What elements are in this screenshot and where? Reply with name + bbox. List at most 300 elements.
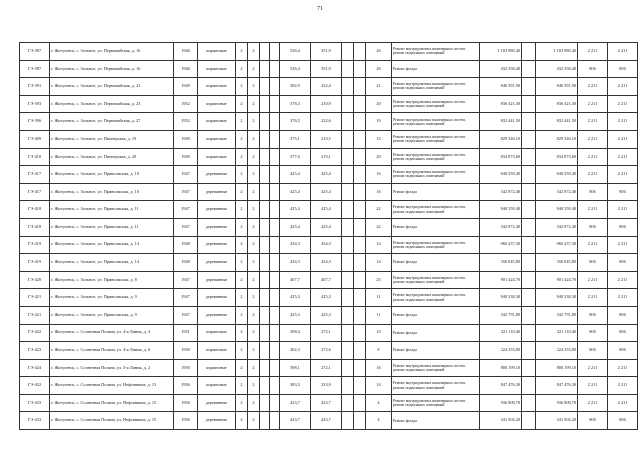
house-code-cell: ГЭ-409: [20, 130, 50, 148]
living-area-cell: 423,7: [311, 394, 342, 412]
residents-cell: 15: [366, 130, 392, 148]
total-cost-cell: 940 559,40: [480, 166, 522, 184]
unit-cost-limit-cell: 806: [608, 324, 638, 342]
entrances-cell: 2: [248, 289, 260, 307]
unit-cost-limit-cell: 2 211: [608, 130, 638, 148]
floors-cell: 2: [236, 78, 248, 96]
living-area-cell: 425,4: [311, 166, 342, 184]
regional-fund-cell: 342 872,40: [536, 218, 578, 236]
col-11-cell: [342, 78, 354, 96]
entrances-cell: 2: [248, 43, 260, 61]
total-area-cell: 425,4: [280, 183, 311, 201]
total-area-cell: 378,3: [280, 95, 311, 113]
col-12-cell: [354, 254, 366, 272]
floors-cell: 2: [236, 306, 248, 324]
work-type-cell: Ремонт фасада: [392, 183, 480, 201]
col-8-cell: [270, 394, 280, 412]
work-type-cell: Ремонт внутридомовых инженерных систем, ремонт подвальных помещений: [392, 359, 480, 377]
house-code-cell: ГЭ-433: [20, 394, 50, 412]
year-built-cell: 1947: [174, 166, 198, 184]
floors-cell: 2: [236, 394, 248, 412]
col-16-cell: [522, 412, 536, 430]
address-cell: г. Жигулевск, с. Зольное, ул. Приволжская, д. 11: [50, 218, 174, 236]
year-built-cell: 1948: [174, 254, 198, 272]
work-type-cell: Ремонт внутридомовых инженерных систем, ремонт подвальных помещений: [392, 236, 480, 254]
col-11-cell: [342, 113, 354, 131]
col-12-cell: [354, 236, 366, 254]
residents-cell: 19: [366, 113, 392, 131]
total-area-cell: 402,3: [280, 342, 311, 360]
unit-cost-max-cell: 806: [578, 218, 608, 236]
col-12-cell: [354, 60, 366, 78]
unit-cost-limit-cell: 2 211: [608, 359, 638, 377]
col-16-cell: [522, 377, 536, 395]
unit-cost-limit-cell: 2 211: [608, 113, 638, 131]
work-type-cell: Ремонт внутридомовых инженерных систем, ремонт подвальных помещений: [392, 130, 480, 148]
col-7-cell: [260, 412, 270, 430]
unit-cost-max-cell: 2 211: [578, 43, 608, 61]
work-type-cell: Ремонт внутридомовых инженерных систем, ремонт подвальных помещений: [392, 43, 480, 61]
residents-cell: 22: [366, 218, 392, 236]
col-7-cell: [260, 289, 270, 307]
col-12-cell: [354, 166, 366, 184]
address-cell: г. Жигулевск, с. Зольное, ул. Приволжская, д. 11: [50, 201, 174, 219]
col-11-cell: [342, 148, 354, 166]
total-cost-cell: 832 441,50: [480, 113, 522, 131]
residents-cell: 25: [366, 271, 392, 289]
year-built-cell: 1950: [174, 342, 198, 360]
residents-cell: 26: [366, 43, 392, 61]
unit-cost-limit-cell: 2 211: [608, 271, 638, 289]
total-cost-cell: 342 872,40: [480, 183, 522, 201]
unit-cost-limit-cell: 806: [608, 183, 638, 201]
total-area-cell: 425,4: [280, 201, 311, 219]
work-type-cell: Ремонт внутридомовых инженерных систем, ремонт подвальных помещений: [392, 166, 480, 184]
floors-cell: 2: [236, 60, 248, 78]
col-8-cell: [270, 183, 280, 201]
floors-cell: 2: [236, 412, 248, 430]
address-cell: г. Жигулевск, с. Зольное, ул. Первомайская, д. 21: [50, 78, 174, 96]
year-built-cell: 1956: [174, 394, 198, 412]
work-type-cell: Ремонт фасада: [392, 324, 480, 342]
work-type-cell: Ремонт фасада: [392, 342, 480, 360]
col-8-cell: [270, 306, 280, 324]
living-area-cell: 425,4: [311, 183, 342, 201]
col-7-cell: [260, 95, 270, 113]
table-row: [20, 113, 638, 131]
unit-cost-max-cell: 2 211: [578, 95, 608, 113]
work-type-cell: Ремонт фасада: [392, 254, 480, 272]
regional-fund-cell: 901 424,70: [536, 271, 578, 289]
year-built-cell: 1956: [174, 412, 198, 430]
table-row: [20, 43, 638, 61]
unit-cost-max-cell: 2 211: [578, 271, 608, 289]
wall-material-cell: деревянные: [198, 271, 236, 289]
residents-cell: 26: [366, 60, 392, 78]
unit-cost-limit-cell: 2 211: [608, 236, 638, 254]
col-7-cell: [260, 394, 270, 412]
col-12-cell: [354, 394, 366, 412]
table-row: [20, 254, 638, 272]
total-cost-cell: 342 872,40: [480, 218, 522, 236]
col-16-cell: [522, 306, 536, 324]
year-built-cell: 1948: [174, 236, 198, 254]
wall-material-cell: деревянные: [198, 394, 236, 412]
col-12-cell: [354, 130, 366, 148]
house-code-cell: ГЭ-422: [20, 324, 50, 342]
unit-cost-max-cell: 2 211: [578, 113, 608, 131]
living-area-cell: 219,1: [311, 148, 342, 166]
address-cell: г. Жигулевск, с. Зольное, ул. Первомайская, д. 16: [50, 60, 174, 78]
col-12-cell: [354, 324, 366, 342]
house-code-cell: ГЭ-391: [20, 78, 50, 96]
residents-cell: 20: [366, 95, 392, 113]
col-12-cell: [354, 289, 366, 307]
col-8-cell: [270, 166, 280, 184]
col-8-cell: [270, 95, 280, 113]
floors-cell: 2: [236, 183, 248, 201]
col-12-cell: [354, 148, 366, 166]
entrances-cell: 2: [248, 394, 260, 412]
living-area-cell: 425,3: [311, 289, 342, 307]
house-code-cell: ГЭ-424: [20, 359, 50, 377]
house-code-cell: ГЭ-387: [20, 60, 50, 78]
table-row: [20, 148, 638, 166]
house-code-cell: ГЭ-396: [20, 113, 50, 131]
total-area-cell: 423,7: [280, 394, 311, 412]
address-cell: г. Жигулевск, с. Солнечная Поляна, ул. Нефтяников, д. 13: [50, 377, 174, 395]
wall-material-cell: кирпичные: [198, 359, 236, 377]
total-area-cell: 425,4: [280, 218, 311, 236]
residents-cell: 4: [366, 412, 392, 430]
unit-cost-max-cell: 806: [578, 412, 608, 430]
table-row: [20, 394, 638, 412]
living-area-cell: 434,3: [311, 236, 342, 254]
col-16-cell: [522, 43, 536, 61]
table-row: [20, 412, 638, 430]
address-cell: г. Жигулевск, с. Зольное, ул. Приволжская, д. 8: [50, 271, 174, 289]
wall-material-cell: кирпичные: [198, 113, 236, 131]
residents-cell: 21: [366, 78, 392, 96]
col-8-cell: [270, 78, 280, 96]
work-type-cell: Ремонт фасада: [392, 218, 480, 236]
year-built-cell: 1947: [174, 183, 198, 201]
living-area-cell: 210,5: [311, 130, 342, 148]
year-built-cell: 1946: [174, 60, 198, 78]
col-12-cell: [354, 377, 366, 395]
col-8-cell: [270, 377, 280, 395]
col-11-cell: [342, 289, 354, 307]
residents-cell: 11: [366, 306, 392, 324]
wall-material-cell: деревянные: [198, 236, 236, 254]
floors-cell: 2: [236, 324, 248, 342]
table-row: [20, 324, 638, 342]
col-8-cell: [270, 324, 280, 342]
total-cost-cell: 940 559,40: [480, 201, 522, 219]
wall-material-cell: кирпичные: [198, 60, 236, 78]
col-11-cell: [342, 130, 354, 148]
wall-material-cell: кирпичные: [198, 43, 236, 61]
address-cell: г. Жигулевск, с. Солнечная Поляна, ул. 4-я Линия, д. 4: [50, 324, 174, 342]
unit-cost-max-cell: 2 211: [578, 394, 608, 412]
floors-cell: 2: [236, 359, 248, 377]
address-cell: г. Жигулевск, с. Солнечная Поляна, ул. Нефтяников, д. 15: [50, 394, 174, 412]
year-built-cell: 1947: [174, 201, 198, 219]
entrances-cell: 2: [248, 254, 260, 272]
entrances-cell: 2: [248, 113, 260, 131]
regional-fund-cell: 350 045,80: [536, 254, 578, 272]
regional-fund-cell: 846 591,90: [536, 78, 578, 96]
work-type-cell: Ремонт фасада: [392, 60, 480, 78]
col-12-cell: [354, 43, 366, 61]
entrances-cell: 2: [248, 377, 260, 395]
entrances-cell: 2: [248, 218, 260, 236]
residents-cell: 14: [366, 254, 392, 272]
unit-cost-max-cell: 2 211: [578, 130, 608, 148]
address-cell: г. Жигулевск, с. Зольное, ул. Первомайская, д. 27: [50, 113, 174, 131]
residents-cell: 10: [366, 324, 392, 342]
entrances-cell: 2: [248, 166, 260, 184]
unit-cost-limit-cell: 806: [608, 342, 638, 360]
col-12-cell: [354, 271, 366, 289]
col-7-cell: [260, 43, 270, 61]
table-row: [20, 342, 638, 360]
house-code-cell: ГЭ-418: [20, 218, 50, 236]
year-built-cell: 1946: [174, 43, 198, 61]
col-16-cell: [522, 254, 536, 272]
regional-fund-cell: 940 559,40: [536, 166, 578, 184]
year-built-cell: 1952: [174, 113, 198, 131]
residents-cell: 22: [366, 201, 392, 219]
col-16-cell: [522, 394, 536, 412]
col-16-cell: [522, 78, 536, 96]
unit-cost-max-cell: 806: [578, 324, 608, 342]
col-12-cell: [354, 342, 366, 360]
living-area-cell: 210,9: [311, 95, 342, 113]
col-7-cell: [260, 166, 270, 184]
col-12-cell: [354, 359, 366, 377]
col-7-cell: [260, 113, 270, 131]
col-16-cell: [522, 60, 536, 78]
year-built-cell: 1949: [174, 148, 198, 166]
living-area-cell: 434,3: [311, 254, 342, 272]
total-cost-cell: 350 045,80: [480, 254, 522, 272]
wall-material-cell: деревянные: [198, 183, 236, 201]
total-cost-cell: 901 424,70: [480, 271, 522, 289]
floors-cell: 2: [236, 271, 248, 289]
unit-cost-max-cell: 2 211: [578, 359, 608, 377]
address-cell: г. Жигулевск, с. Солнечная Поляна, ул. 4-я Линия, д. 6: [50, 342, 174, 360]
col-7-cell: [260, 148, 270, 166]
living-area-cell: 425,4: [311, 218, 342, 236]
table-row: [20, 78, 638, 96]
col-16-cell: [522, 130, 536, 148]
house-code-cell: ГЭ-417: [20, 183, 50, 201]
work-type-cell: Ремонт внутридомовых инженерных систем, ремонт подвальных помещений: [392, 289, 480, 307]
total-cost-cell: 324 253,80: [480, 342, 522, 360]
unit-cost-limit-cell: 806: [608, 60, 638, 78]
col-16-cell: [522, 342, 536, 360]
entrances-cell: 2: [248, 78, 260, 96]
house-code-cell: ГЭ-421: [20, 306, 50, 324]
entrances-cell: 2: [248, 271, 260, 289]
year-built-cell: 1949: [174, 130, 198, 148]
col-8-cell: [270, 43, 280, 61]
wall-material-cell: кирпичные: [198, 342, 236, 360]
house-code-cell: ГЭ-417: [20, 166, 50, 184]
address-cell: г. Жигулевск, с. Зольное, ул. Приволжская, д. 9: [50, 289, 174, 307]
total-area-cell: 434,3: [280, 236, 311, 254]
entrances-cell: 2: [248, 201, 260, 219]
residents-cell: 16: [366, 166, 392, 184]
wall-material-cell: деревянные: [198, 306, 236, 324]
col-11-cell: [342, 166, 354, 184]
regional-fund-cell: 836 421,30: [536, 95, 578, 113]
col-11-cell: [342, 218, 354, 236]
col-11-cell: [342, 306, 354, 324]
unit-cost-limit-cell: 2 211: [608, 289, 638, 307]
house-code-cell: ГЭ-418: [20, 201, 50, 219]
col-7-cell: [260, 201, 270, 219]
table-row: [20, 201, 638, 219]
regional-fund-cell: 880 199,10: [536, 359, 578, 377]
total-cost-cell: 880 199,10: [480, 359, 522, 377]
col-11-cell: [342, 60, 354, 78]
col-16-cell: [522, 148, 536, 166]
total-area-cell: 398,1: [280, 359, 311, 377]
residents-cell: 16: [366, 183, 392, 201]
total-area-cell: 425,4: [280, 166, 311, 184]
work-type-cell: Ремонт фасада: [392, 306, 480, 324]
col-8-cell: [270, 148, 280, 166]
floors-cell: 2: [236, 201, 248, 219]
entrances-cell: 2: [248, 342, 260, 360]
col-12-cell: [354, 78, 366, 96]
address-cell: г. Жигулевск, с. Зольное, ул. Приволжская, д. 14: [50, 254, 174, 272]
wall-material-cell: деревянные: [198, 166, 236, 184]
col-12-cell: [354, 218, 366, 236]
unit-cost-max-cell: 2 211: [578, 377, 608, 395]
col-11-cell: [342, 342, 354, 360]
unit-cost-limit-cell: 2 211: [608, 166, 638, 184]
table-row: [20, 183, 638, 201]
work-type-cell: Ремонт внутридомовых инженерных систем, ремонт подвальных помещений: [392, 201, 480, 219]
living-area-cell: 222,4: [311, 78, 342, 96]
col-16-cell: [522, 113, 536, 131]
entrances-cell: 2: [248, 130, 260, 148]
total-cost-cell: 960 237,30: [480, 236, 522, 254]
total-cost-cell: 432 358,40: [480, 60, 522, 78]
address-cell: г. Жигулевск, с. Зольное, ул. Первомайская, д. 23: [50, 95, 174, 113]
total-area-cell: 536,4: [280, 43, 311, 61]
col-12-cell: [354, 183, 366, 201]
work-type-cell: Ремонт внутридомовых инженерных систем, ремонт подвальных помещений: [392, 113, 480, 131]
unit-cost-limit-cell: 806: [608, 412, 638, 430]
house-code-cell: ГЭ-432: [20, 377, 50, 395]
table-row: [20, 289, 638, 307]
col-8-cell: [270, 254, 280, 272]
residents-cell: 20: [366, 148, 392, 166]
entrances-cell: 2: [248, 95, 260, 113]
col-16-cell: [522, 289, 536, 307]
unit-cost-limit-cell: 2 211: [608, 394, 638, 412]
unit-cost-max-cell: 806: [578, 306, 608, 324]
total-cost-cell: 834 873,60: [480, 148, 522, 166]
work-type-cell: Ремонт внутридомовых инженерных систем, ремонт подвальных помещений: [392, 271, 480, 289]
col-7-cell: [260, 306, 270, 324]
wall-material-cell: деревянные: [198, 289, 236, 307]
page-number: 71: [317, 6, 323, 12]
col-12-cell: [354, 113, 366, 131]
col-8-cell: [270, 289, 280, 307]
house-code-cell: ГЭ-387: [20, 43, 50, 61]
regional-fund-cell: 960 237,30: [536, 236, 578, 254]
total-area-cell: 536,4: [280, 60, 311, 78]
col-8-cell: [270, 60, 280, 78]
col-7-cell: [260, 271, 270, 289]
col-7-cell: [260, 60, 270, 78]
unit-cost-max-cell: 806: [578, 342, 608, 360]
col-11-cell: [342, 412, 354, 430]
floors-cell: 2: [236, 377, 248, 395]
col-8-cell: [270, 271, 280, 289]
table-row: [20, 218, 638, 236]
col-16-cell: [522, 236, 536, 254]
col-8-cell: [270, 130, 280, 148]
address-cell: г. Жигулевск, с. Зольное, ул. Приволжская, д. 10: [50, 183, 174, 201]
wall-material-cell: кирпичные: [198, 324, 236, 342]
total-cost-cell: 846 591,90: [480, 78, 522, 96]
living-area-cell: 351,9: [311, 60, 342, 78]
total-area-cell: 376,5: [280, 113, 311, 131]
unit-cost-max-cell: 806: [578, 183, 608, 201]
col-12-cell: [354, 412, 366, 430]
work-type-cell: Ремонт внутридомовых инженерных систем, ремонт подвальных помещений: [392, 78, 480, 96]
wall-material-cell: деревянные: [198, 412, 236, 430]
col-11-cell: [342, 201, 354, 219]
house-code-cell: ГЭ-423: [20, 342, 50, 360]
living-area-cell: 272,6: [311, 342, 342, 360]
year-built-cell: 1951: [174, 324, 198, 342]
table-row: [20, 377, 638, 395]
unit-cost-max-cell: 2 211: [578, 166, 608, 184]
address-cell: г. Жигулевск, с. Зольное, ул. Приволжская, д. 9: [50, 306, 174, 324]
house-code-cell: ГЭ-433: [20, 412, 50, 430]
house-code-cell: ГЭ-419: [20, 254, 50, 272]
unit-cost-max-cell: 2 211: [578, 78, 608, 96]
col-11-cell: [342, 254, 354, 272]
house-code-cell: ГЭ-420: [20, 271, 50, 289]
total-cost-cell: 342 791,80: [480, 306, 522, 324]
table-row: [20, 306, 638, 324]
total-area-cell: 407,7: [280, 271, 311, 289]
col-7-cell: [260, 342, 270, 360]
wall-material-cell: кирпичные: [198, 95, 236, 113]
total-area-cell: 377,6: [280, 148, 311, 166]
table-row: [20, 166, 638, 184]
col-11-cell: [342, 359, 354, 377]
address-cell: г. Жигулевск, с. Зольное, ул. Приволжская, д. 10: [50, 166, 174, 184]
work-type-cell: Ремонт внутридомовых инженерных систем, ремонт подвальных помещений: [392, 148, 480, 166]
unit-cost-max-cell: 2 211: [578, 148, 608, 166]
living-area-cell: 425,3: [311, 306, 342, 324]
col-8-cell: [270, 236, 280, 254]
total-cost-cell: 321 110,40: [480, 324, 522, 342]
address-cell: г. Жигулевск, с. Зольное, ул. Пионерская, д. 19: [50, 130, 174, 148]
regional-fund-cell: 834 873,60: [536, 148, 578, 166]
address-cell: г. Жигулевск, с. Солнечная Поляна, ул. Нефтяников, д. 15: [50, 412, 174, 430]
wall-material-cell: кирпичные: [198, 130, 236, 148]
